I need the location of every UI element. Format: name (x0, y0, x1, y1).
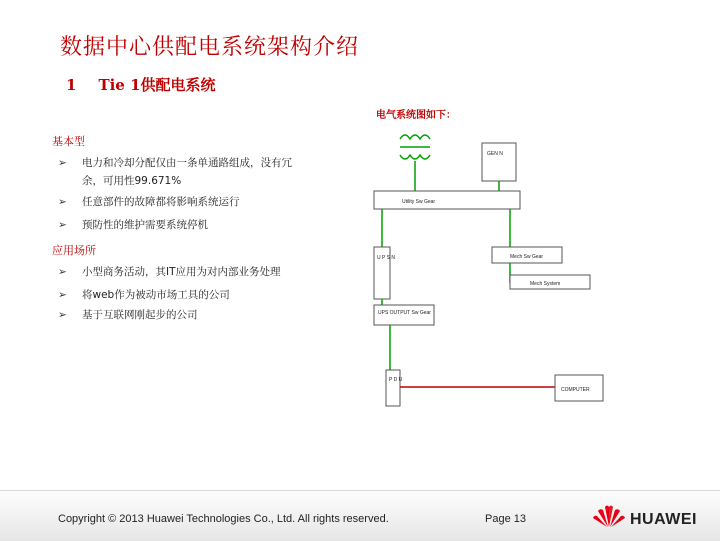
utility-swgear-box (374, 191, 520, 209)
arrow-bullet-icon: ➢ (58, 266, 67, 278)
pdu-label: P D U (389, 377, 403, 383)
ups-output-label: UPS OUTPUT Sw Gear (378, 310, 431, 316)
footer-bar (0, 490, 720, 541)
page-number: Page 13 (485, 513, 526, 525)
basic-bullet-3-text: 预防性的维护需要系统停机 (82, 219, 208, 231)
computer-label: COMPUTER (561, 387, 590, 393)
pdu-box (386, 370, 400, 406)
page-title: 数据中心供配电系统架构介绍 (60, 35, 360, 60)
generator-label: GEN N (487, 151, 503, 157)
usage-bullet-3 (58, 306, 198, 324)
basic-bullet-3 (58, 216, 208, 234)
basic-type-label: 基本型 (52, 135, 85, 148)
basic-bullet-2-text: 任意部件的故障都将影响系统运行 (82, 196, 240, 208)
arrow-bullet-icon: ➢ (58, 219, 67, 231)
mech-swgear-label: Mech Sw Gear (510, 254, 544, 260)
subtitle-text: Tie 1供配电系统 (98, 76, 216, 94)
copyright-text: Copyright © 2013 Huawei Technologies Co., Ltd. All rights reserved. (58, 513, 389, 525)
subtitle-number: 1 (66, 76, 77, 94)
mech-system-label: Mech System (530, 281, 561, 287)
basic-bullet-1-line2: 余，可用性99.671% (82, 175, 182, 187)
huawei-logo-icon (592, 503, 626, 529)
basic-bullet-1-line1: 电力和冷却分配仅由一条单通路组成，没有冗 (82, 157, 292, 169)
electrical-diagram (360, 125, 630, 415)
section-subtitle (66, 74, 216, 95)
arrow-bullet-icon: ➢ (58, 289, 67, 301)
usage-bullet-3-text: 基于互联网刚起步的公司 (82, 309, 198, 321)
arrow-bullet-icon: ➢ (58, 309, 67, 321)
huawei-logo-text: HUAWEI (630, 511, 697, 528)
diagram-caption: 电气系统图如下： (376, 110, 456, 121)
usage-bullet-1-text: 小型商务活动，其IT应用为对内部业务处理 (82, 266, 281, 278)
ups-label: U P S N (377, 255, 395, 261)
usage-bullet-2-text: 将web作为被动市场工具的公司 (82, 289, 230, 301)
basic-bullet-2 (58, 193, 240, 211)
generator-box (482, 143, 516, 181)
utility-swgear-label: Utility Sw Gear (402, 199, 436, 205)
usage-bullet-1 (58, 263, 281, 281)
arrow-bullet-icon: ➢ (58, 196, 67, 208)
usage-label: 应用场所 (52, 244, 96, 257)
basic-bullet-1 (58, 154, 292, 190)
arrow-bullet-icon: ➢ (58, 157, 67, 169)
transformer-icon (400, 135, 430, 195)
usage-bullet-2 (58, 286, 230, 304)
